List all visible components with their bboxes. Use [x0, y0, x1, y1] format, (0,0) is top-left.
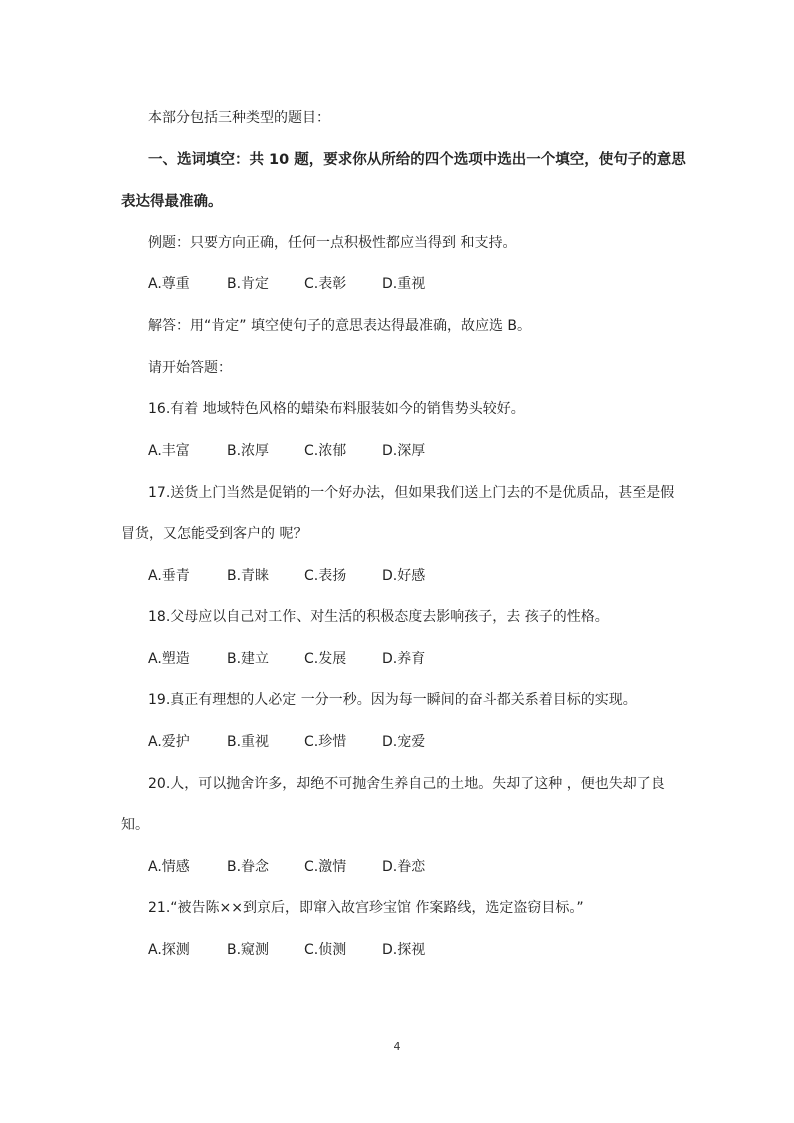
example-question: 例题：只要方向正确，任何一点积极性都应当得到 和支持。: [148, 235, 517, 251]
question-16-text: 16.有着 地域特色风格的蜡染布料服装如今的销售势头较好。: [148, 401, 525, 417]
option-b: B.浓厚: [227, 443, 270, 459]
option-d: D.重视: [382, 276, 426, 292]
option-a: A.尊重: [148, 276, 190, 292]
option-a: A.情感: [148, 859, 190, 875]
question-20-text-line-2: 知。: [121, 817, 149, 833]
option-c: C.表扬: [304, 568, 347, 584]
option-d: D.深厚: [382, 443, 426, 459]
option-c: C.珍惜: [304, 734, 347, 750]
option-d: D.宠爱: [382, 734, 426, 750]
option-a: A.丰富: [148, 443, 190, 459]
option-c: C.表彰: [304, 276, 347, 292]
option-c: C.浓郁: [304, 443, 347, 459]
option-b: B.肯定: [227, 276, 270, 292]
option-a: A.爱护: [148, 734, 190, 750]
start-prompt: 请开始答题：: [148, 360, 232, 376]
option-a: A.塑造: [148, 651, 190, 667]
question-20-text-line-1: 20.人，可以抛舍许多，却绝不可抛舍生养自己的土地。失却了这种 ，便也失却了良: [148, 776, 665, 792]
question-21-text: 21.“被告陈××到京后，即窜入故宫珍宝馆 作案路线，选定盗窃目标。”: [148, 900, 584, 916]
option-b: B.眷念: [227, 859, 270, 875]
example-answer: 解答：用“肯定” 填空使句子的意思表达得最准确，故应选 B。: [148, 318, 532, 334]
question-18-text: 18.父母应以自己对工作、对生活的积极态度去影响孩子，去 孩子的性格。: [148, 609, 609, 625]
option-d: D.好感: [382, 568, 426, 584]
option-c: C.激情: [304, 859, 347, 875]
option-d: D.眷恋: [382, 859, 426, 875]
page-number: 4: [393, 1040, 401, 1053]
section-title-line-2: 表达得最准确。: [121, 194, 223, 210]
option-d: D.探视: [382, 942, 426, 958]
option-b: B.窥测: [227, 942, 270, 958]
question-17-text-line-2: 冒货，又怎能受到客户的 呢？: [121, 526, 308, 542]
option-c: C.发展: [304, 651, 347, 667]
question-19-text: 19.真正有理想的人必定 一分一秒。因为每一瞬间的奋斗都关系着目标的实现。: [148, 692, 637, 708]
option-a: A.垂青: [148, 568, 190, 584]
option-b: B.建立: [227, 651, 270, 667]
option-a: A.探测: [148, 942, 190, 958]
section-title-line-1: 一、选词填空：共 10 题，要求你从所给的四个选项中选出一个填空，使句子的意思: [148, 152, 686, 168]
option-c: C.侦测: [304, 942, 347, 958]
question-17-text-line-1: 17.送货上门当然是促销的一个好办法，但如果我们送上门去的不是优质品，甚至是假: [148, 485, 675, 501]
option-d: D.养育: [382, 651, 426, 667]
intro-text: 本部分包括三种类型的题目：: [148, 110, 330, 126]
option-b: B.重视: [227, 734, 270, 750]
option-b: B.青睐: [227, 568, 270, 584]
